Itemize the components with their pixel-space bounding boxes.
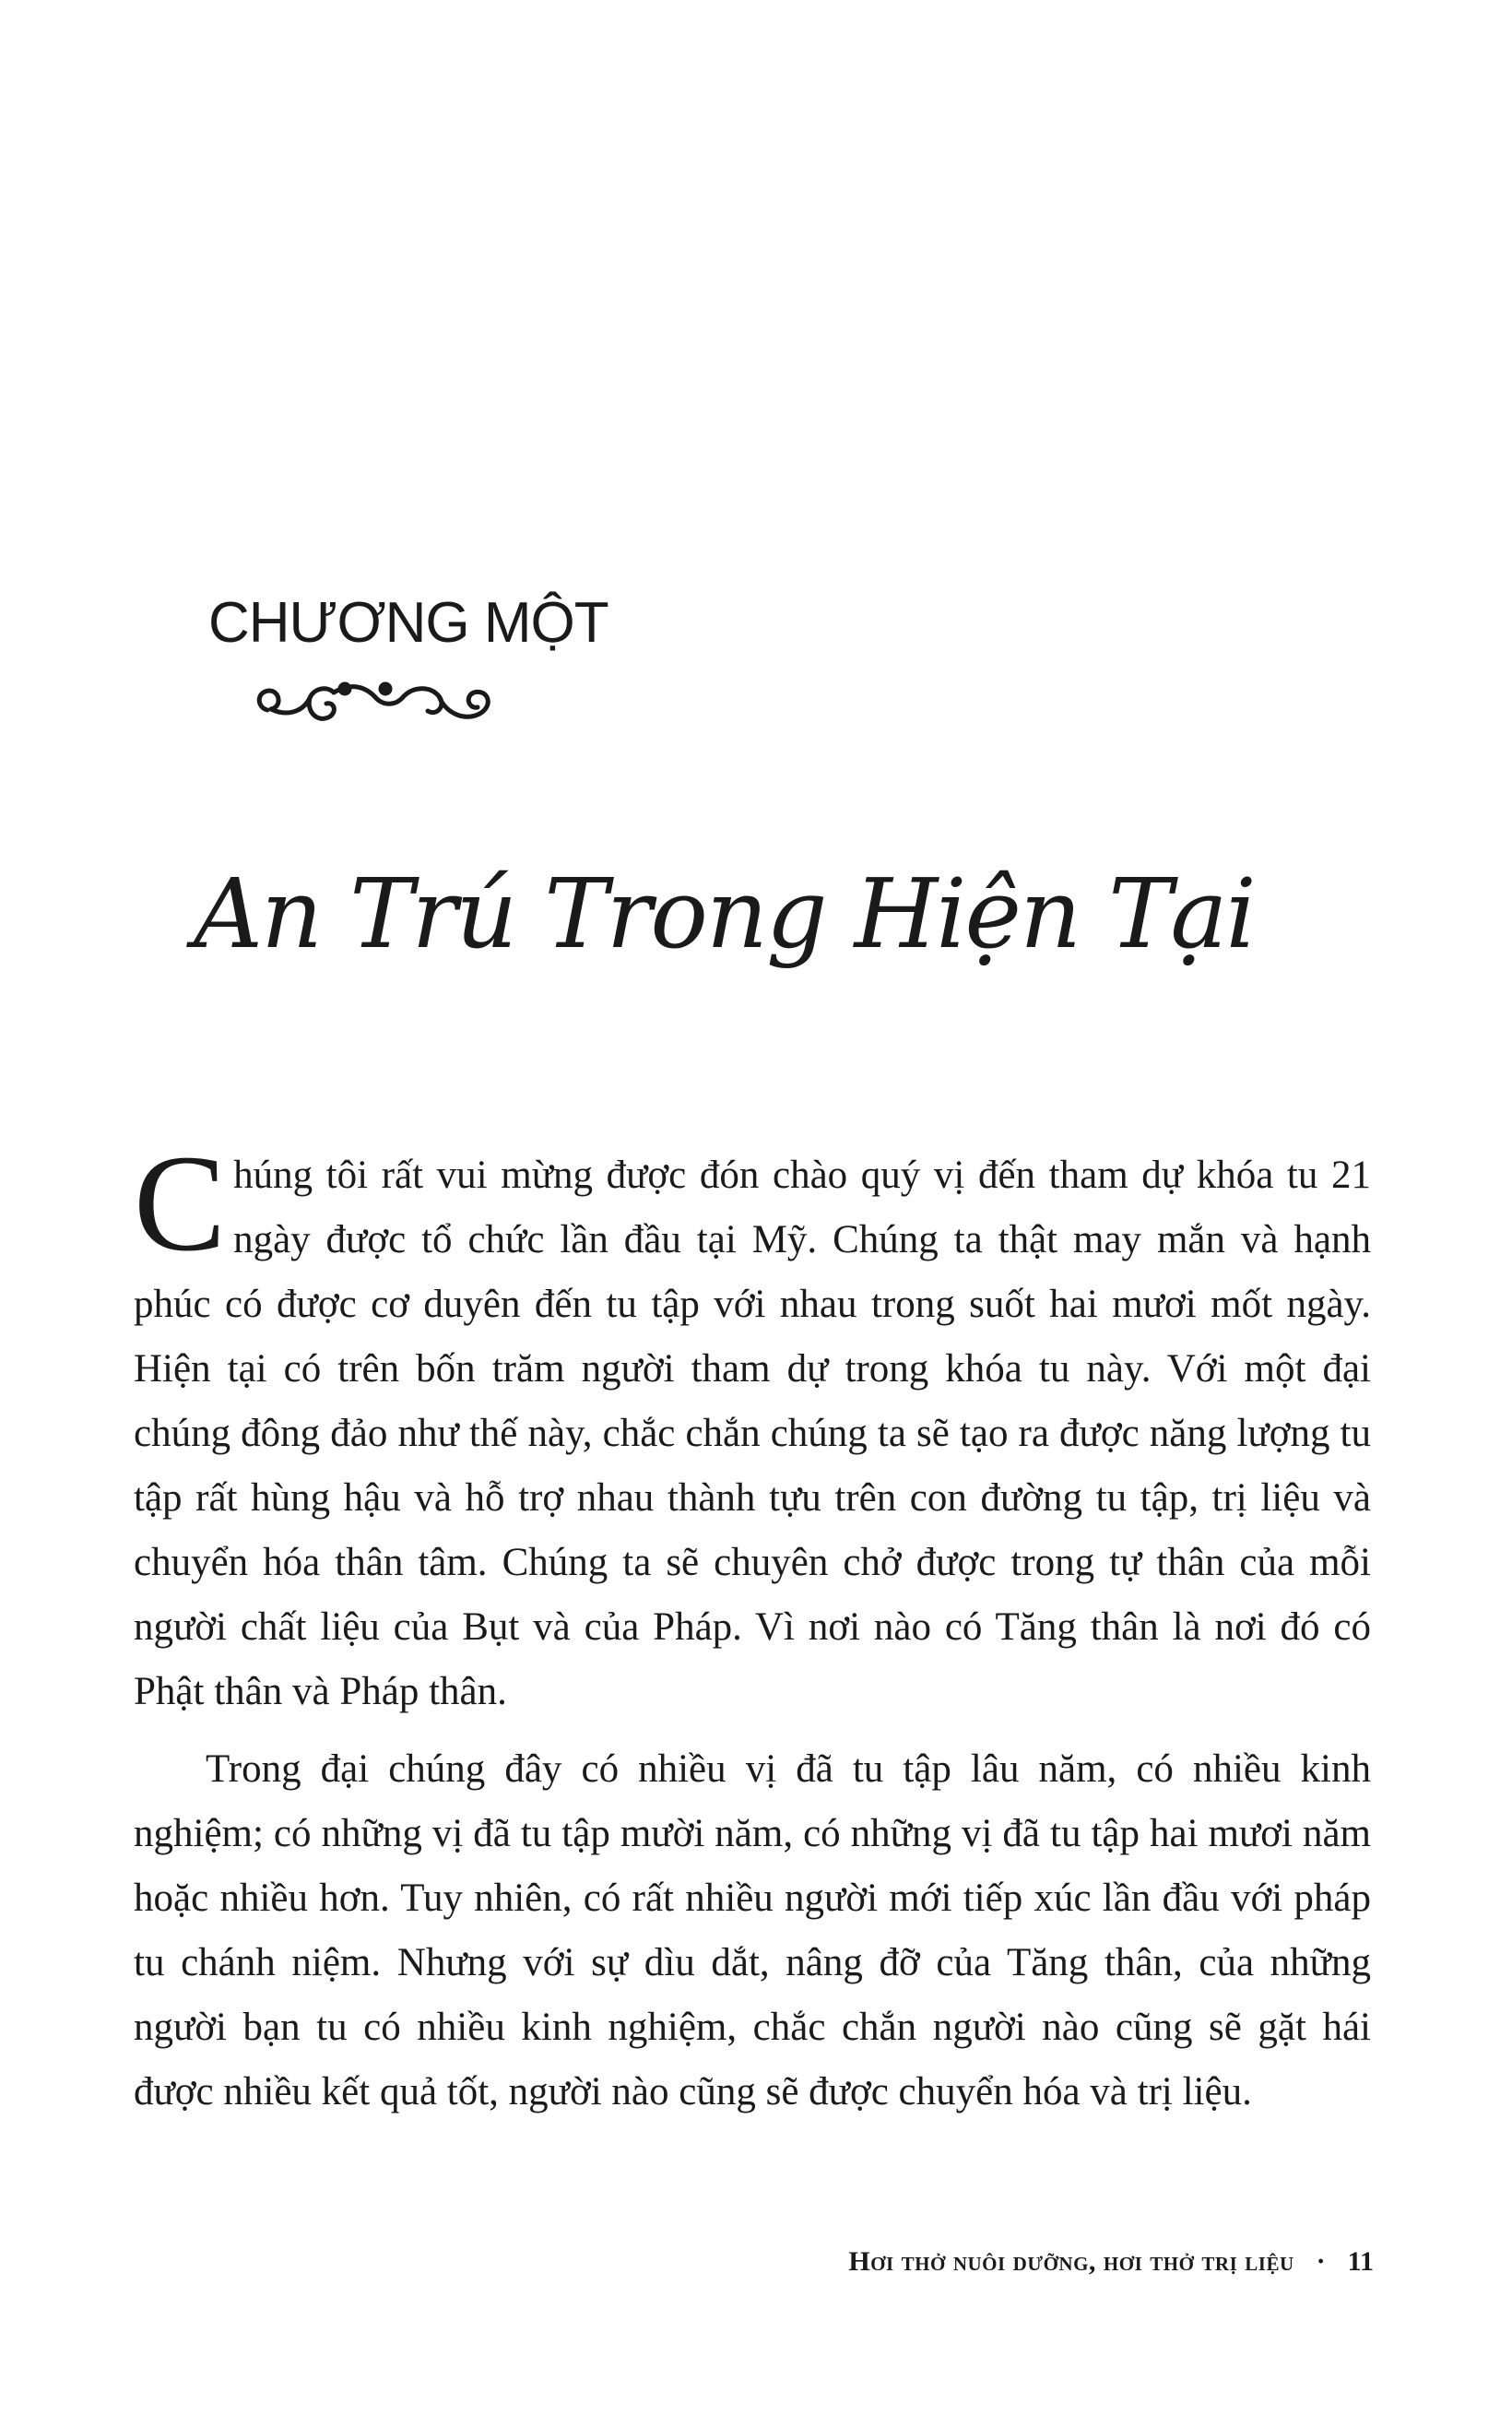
chapter-title: An Trú Trong Hiện Tại: [194, 858, 1255, 970]
running-footer: [793, 2246, 1374, 2278]
page-number: 11: [1347, 2246, 1374, 2277]
paragraph: Chúng tôi rất vui mừng được đón chào quý vị đến tham dự khóa tu 21 ngày được tổ chức lần đầu tại Mỹ. Chúng ta thật may mắn và hạnh phúc có được cơ duyên đến tu tập với nhau trong suốt hai mươi mốt ngày. Hiện tại có trên bốn trăm người tham dự trong khóa tu này. Với một đại chúng đông đảo như thế này, chắc chắn chúng ta sẽ tạo ra được năng lượng tu tập rất hùng hậu và hỗ trợ nhau thành tựu trên con đường tu tập, trị liệu và chuyển hóa thân tâm. Chúng ta sẽ chuyên chở được trong tự thân của mỗi người chất liệu của Bụt và của Pháp. Vì nơi nào có Tăng thân là nơi đó có Phật thân và Pháp thân.: [134, 1127, 1371, 1713]
flourish-ornament-icon: [249, 669, 507, 733]
chapter-label: CHƯƠNG MỘT: [208, 591, 608, 655]
running-head-book-title: Hơi thở nuôi dưỡng, hơi thở trị liệu: [848, 2246, 1294, 2277]
footer-separator: ·: [1316, 2246, 1326, 2277]
paragraph: Trong đại chúng đây có nhiều vị đã tu tập lâu năm, có nhiều kinh nghiệm; có những vị đã tu tập mười năm, có những vị đã tu tập hai mươi năm hoặc nhiều hơn. Tuy nhiên, có rất nhiều người mới tiếp xúc lần đầu với pháp tu chánh niệm. Nhưng với sự dìu dắt, nâng đỡ của Tăng thân, của những người bạn tu có nhiều kinh nghiệm, chắc chắn người nào cũng sẽ gặt hái được nhiều kết quả tốt, người nào cũng sẽ được chuyển hóa và trị liệu.: [134, 1747, 1371, 2113]
body-text: [134, 1127, 1371, 2125]
